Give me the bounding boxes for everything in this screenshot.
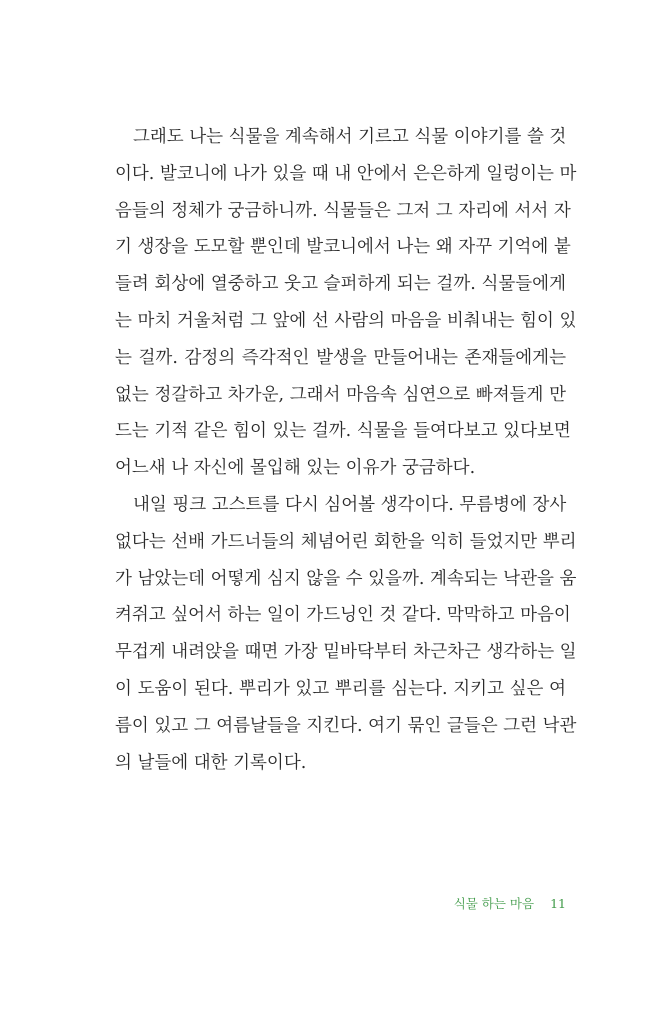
text-line: 름이 있고 그 여름날들을 지킨다. 여기 묶인 글들은 그런 낙관 — [115, 715, 577, 736]
text-line: 이 도움이 된다. 뿌리가 있고 뿌리를 심는다. 지키고 싶은 여 — [115, 678, 566, 699]
text-line: 드는 기적 같은 힘이 있는 걸까. 식물을 들여다보고 있다보면 — [115, 421, 571, 442]
running-title: 식물 하는 마음 — [453, 896, 535, 911]
text-line: 없는 정갈하고 차가운, 그래서 마음속 심연으로 빠져들게 만 — [115, 384, 566, 405]
text-line: 가 남았는데 어떻게 심지 않을 수 있을까. 계속되는 낙관을 움 — [115, 568, 577, 589]
text-line: 켜쥐고 싶어서 하는 일이 가드닝인 것 같다. 막막하고 마음이 — [115, 605, 571, 626]
text-line: 내일 핑크 고스트를 다시 심어볼 생각이다. 무름병에 장사 — [133, 494, 567, 515]
text-line: 들려 회상에 열중하고 웃고 슬퍼하게 되는 걸까. 식물들에게 — [115, 274, 566, 295]
body-text — [115, 124, 577, 786]
text-line: 는 마치 거울처럼 그 앞에 선 사람의 마음을 비춰내는 힘이 있 — [115, 310, 577, 331]
text-line: 의 날들에 대한 기록이다. — [115, 752, 307, 773]
page-footer — [454, 894, 566, 912]
text-line: 무겁게 내려앉을 때면 가장 밑바닥부터 차근차근 생각하는 일 — [115, 642, 577, 663]
page-number: 11 — [550, 896, 566, 911]
text-line: 음들의 정체가 궁금하니까. 식물들은 그저 그 자리에 서서 자 — [115, 200, 571, 221]
text-line: 어느새 나 자신에 몰입해 있는 이유가 궁금하다. — [115, 458, 476, 479]
text-line: 이다. 발코니에 나가 있을 때 내 안에서 은은하게 일렁이는 마 — [115, 163, 577, 184]
text-line: 기 생장을 도모할 뿐인데 발코니에서 나는 왜 자꾸 기억에 붙 — [115, 237, 571, 258]
text-line: 는 걸까. 감정의 즉각적인 발생을 만들어내는 존재들에게는 — [115, 347, 566, 368]
text-line: 없다는 선배 가드너들의 체념어린 회한을 익히 들었지만 뿌리 — [115, 531, 577, 552]
text-line: 그래도 나는 식물을 계속해서 기르고 식물 이야기를 쓸 것 — [133, 127, 567, 147]
